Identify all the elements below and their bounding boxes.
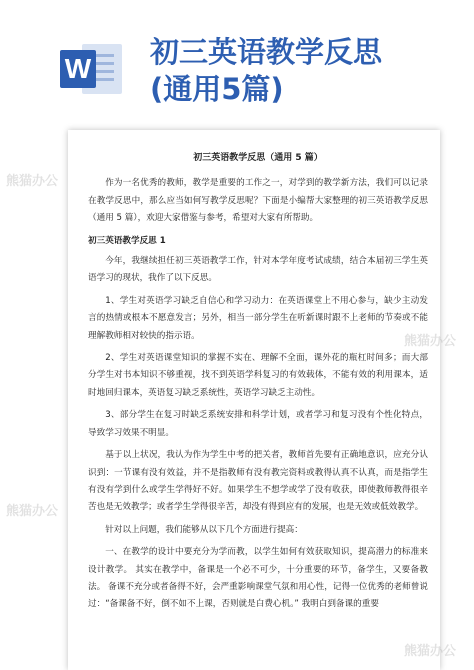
body-paragraph: 3、部分学生在复习时缺乏系统安排和科学计划，或者学习和复习没有个性化特点，导致学习效果不明显。 [88, 410, 428, 438]
document-body [88, 150, 428, 619]
word-document-icon [60, 44, 124, 94]
watermark: 熊猫办公 [6, 504, 59, 519]
section-title: 初三英语教学反思 1 [88, 235, 166, 246]
word-letter-badge: W [60, 50, 96, 88]
header-banner [0, 0, 474, 110]
intro-paragraph: 作为一名优秀的教师，教学是重要的工作之一，对学到的教学新方法，我们可以记录在教学反思中，那么应当如何写教学反思呢？下面是小编帮大家整理的初三英语教学反思（通用 5 篇），欢迎大家借鉴与参考，希望对大家有所帮助。 [88, 178, 428, 224]
document-heading: 初三英语教学反思（通用 5 篇） [193, 153, 323, 163]
body-paragraph: 2、学生对英语课堂知识的掌握不实在、理解不全面，课外花的瓶杠时间多；而大部分学生对书本知识不够重视，找不到英语学科复习的有效载体，不能有效的利用课本，适时地回归课本，英语复习缺乏系统性，英语学习缺乏主动性。 [88, 353, 428, 398]
title-line-2: (通用5篇) [150, 72, 284, 106]
title-line-1: 初三英语教学反思 [150, 35, 383, 69]
watermark: 熊猫办公 [404, 334, 457, 349]
body-paragraph: 基于以上状况，我认为作为学生中考的把关者，教师首先要有正确地意识，应充分认识到：一节课有没有效益，并不是指教师有没有教完资料或教得认真不认真，而是指学生有没有学到什么或学生学得好不好。如果学生不想学或学了没有收获，即使教师教得很辛苦也是无效教学；或者学生学得很辛苦，却没有得到应有的发展，也是无效或低效教学。 [88, 450, 428, 513]
body-paragraph: 今年，我继续担任初三英语教学工作，针对本学年度考试成绩，结合本届初三学生英语学习的现状，我作了以下反思。 [88, 256, 428, 284]
body-paragraph: 1、学生对英语学习缺乏自信心和学习动力：在英语课堂上不用心参与，缺少主动发言的热情或根本不愿意发言；另外，相当一部分学生在听新课时跟不上老师的节奏或不能理解教师相对较快的指示语。 [88, 295, 428, 341]
watermark: 熊猫办公 [6, 174, 59, 189]
body-paragraph: 针对以上问题，我们能够从以下几个方面进行提高： [105, 524, 303, 535]
body-paragraph: 一、在教学的设计中要充分为学而教，以学生如何有效获取知识，提高潜力的标准来设计教学。 其实在教学中，备课是一个必不可少，十分重要的环节，备学生，又要备教法。 备课不充分或者备得不好，会严重影响课堂气氛和用心性，记得一位优秀的老师曾说过：“备课备不好，倒不如不上课，否则就是白费心机。” 我明白到备课的重要 [88, 547, 428, 610]
document-title [150, 34, 470, 108]
watermark: 熊猫办公 [404, 644, 457, 659]
